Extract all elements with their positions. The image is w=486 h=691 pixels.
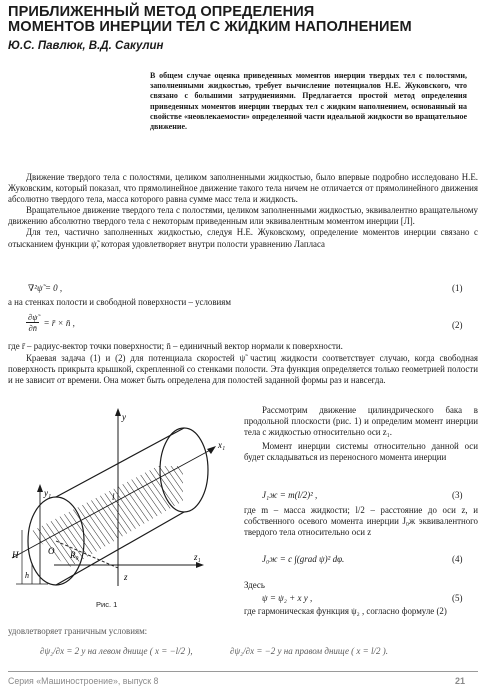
label-O: O: [48, 546, 55, 556]
equation-4-number: (4): [452, 554, 463, 564]
equation-2: [26, 312, 75, 333]
footer-rule: [8, 671, 478, 672]
paragraph-1: Движение твердого тела с полостями, целиком заполненными жидкостью, было впервые подробно исследовано Н.Е. Жуковским, который показал, что прямолинейное движение такого тела ничем не отличается от прямолинейного движения абсолютно твердого тела, масса которого равна сумме масс тела и жидкость.: [8, 172, 478, 205]
paragraph-3-part-a: Для тел, частично заполненных жидкостью, следуя Н.Е. Жуковскому, определение моментов инерции связано с отысканием функции: [8, 227, 478, 249]
label-z1: z₁: [194, 552, 201, 562]
boundary-condition-1: ∂ψ₂/∂x = 2 y на левом днище ( x = −l/2 ),: [40, 646, 193, 656]
label-R0: R₀: [70, 550, 79, 560]
equation-2-rhs: = r̄ × n̄ ,: [43, 318, 75, 329]
x1-axis-arrow: [207, 446, 216, 454]
equation-1-number: (1): [452, 283, 463, 293]
where-definitions: где r̄ – радиус-вектор точки поверхности; n̄ – единичный вектор нормали к поверхности.: [8, 341, 343, 351]
body-intro: [8, 172, 478, 250]
label-y1: y₁: [44, 488, 52, 498]
equation-4: J₀ж = c ∫(grad ψ)² dφ.: [262, 554, 345, 564]
equation-2-number: (2): [452, 320, 463, 330]
boundary-text: а на стенках полости и свободной поверхности – условиям: [8, 297, 232, 307]
label-h: h: [25, 571, 29, 580]
label-l: l: [112, 492, 115, 502]
equation-2-numerator: ∂ψ̃: [28, 312, 38, 322]
paper-title: [8, 5, 478, 35]
page-number: 21: [455, 676, 466, 686]
label-z: z: [124, 572, 128, 582]
right-paragraph-1: Рассмотрим движение цилиндрического бака в продольной плоскости (рис. 1) и определим момент инерции тела с жидкостью относительно оси z₁.: [244, 405, 478, 438]
label-y: y: [122, 412, 126, 422]
z1-axis-arrow: [196, 562, 204, 568]
figure-1-cylinder: [8, 408, 232, 604]
title-line-2: МОМЕНТОВ ИНЕРЦИИ ТЕЛ С ЖИДКИМ НАПОЛНЕНИЕМ: [8, 19, 412, 35]
right-paragraph-2: Момент инерции системы относительно данной оси будет складываться из переносного момента инерции: [244, 441, 478, 463]
authors: Ю.С. Павлюк, В.Д. Сакулин: [8, 40, 164, 52]
right-paragraph-3: где m – масса жидкости; l/2 – расстояние до оси z, и собственного осевого момента инерции J₀ж эквивалентного твердого тела относительно оси z: [244, 505, 478, 538]
boundary-condition-2: ∂ψ₂/∂x = −2 y на правом днище ( x = l/2 ).: [230, 646, 388, 656]
footer-series: Серия «Машиностроение», выпуск 8: [8, 676, 159, 686]
bottom-text: удовлетворяет граничным условиям:: [8, 626, 148, 636]
zdes-label: Здесь: [244, 580, 265, 590]
figure-caption: Рис. 1: [96, 600, 118, 609]
equation-5-number: (5): [452, 593, 463, 603]
equation-5: ψ = ψ₂ + x y ,: [262, 593, 313, 603]
label-H: H: [12, 550, 19, 560]
equation-3-number: (3): [452, 490, 463, 500]
right-column: [244, 405, 478, 463]
y-axis-arrow: [115, 408, 121, 416]
right-paragraph-4: где гармоническая функция ψ₂ , согласно формуле (2): [244, 606, 447, 616]
title-line-1: ПРИБЛИЖЕННЫЙ МЕТОД ОПРЕДЕЛЕНИЯ: [8, 4, 315, 20]
paragraph-2: Вращательное движение твердого тела с полостями, целиком заполненными жидкостью, эквивалентно вращательному движению абсолютно твердого тела с некоторым приведенным или эквивалентным моментом инерции [Л].: [8, 205, 478, 227]
equation-2-denominator: ∂n̄: [28, 323, 37, 333]
abstract: В общем случае оценка приведенных моментов инерции твердых тел с полостями, заполненными жидкостью, требует вычисление потенциалов Н.Е. Жуковского, что связано с большими затруднениями. Предлагается простой метод определения приведенных моментов инерции твердых тел с жидким наполнением, основанный на свойстве «неовлекаемости» определенной части идеальной жидкости во вращательное движение.: [150, 71, 467, 132]
paragraph-4-text: Краевая задача (1) и (2) для потенциала скоростей ψ̃ частиц жидкости соответствует случаю, когда свободная поверхность прикрыта крышкой, скрепленной со стенками полости. Эта функция определяется только геометрией полости и не зависит от времени. Она может быть определена для полостей заданной формы раз и навсегда.: [8, 353, 478, 386]
paragraph-3-part-b: , которая удовлетворяет внутри полости уравнению Лапласа: [96, 238, 325, 249]
equation-2-fraction: [26, 312, 39, 333]
paragraph-3: [8, 227, 478, 249]
paragraph-4: [8, 353, 478, 386]
label-x1: x₁: [218, 440, 226, 450]
equation-1: ∇²ψ̃ = 0 ,: [28, 283, 63, 293]
psi-function: ψ̃: [91, 238, 97, 249]
y1-axis-arrow: [37, 484, 43, 492]
equation-3: J₁ж = m(l/2)² ,: [262, 490, 318, 500]
